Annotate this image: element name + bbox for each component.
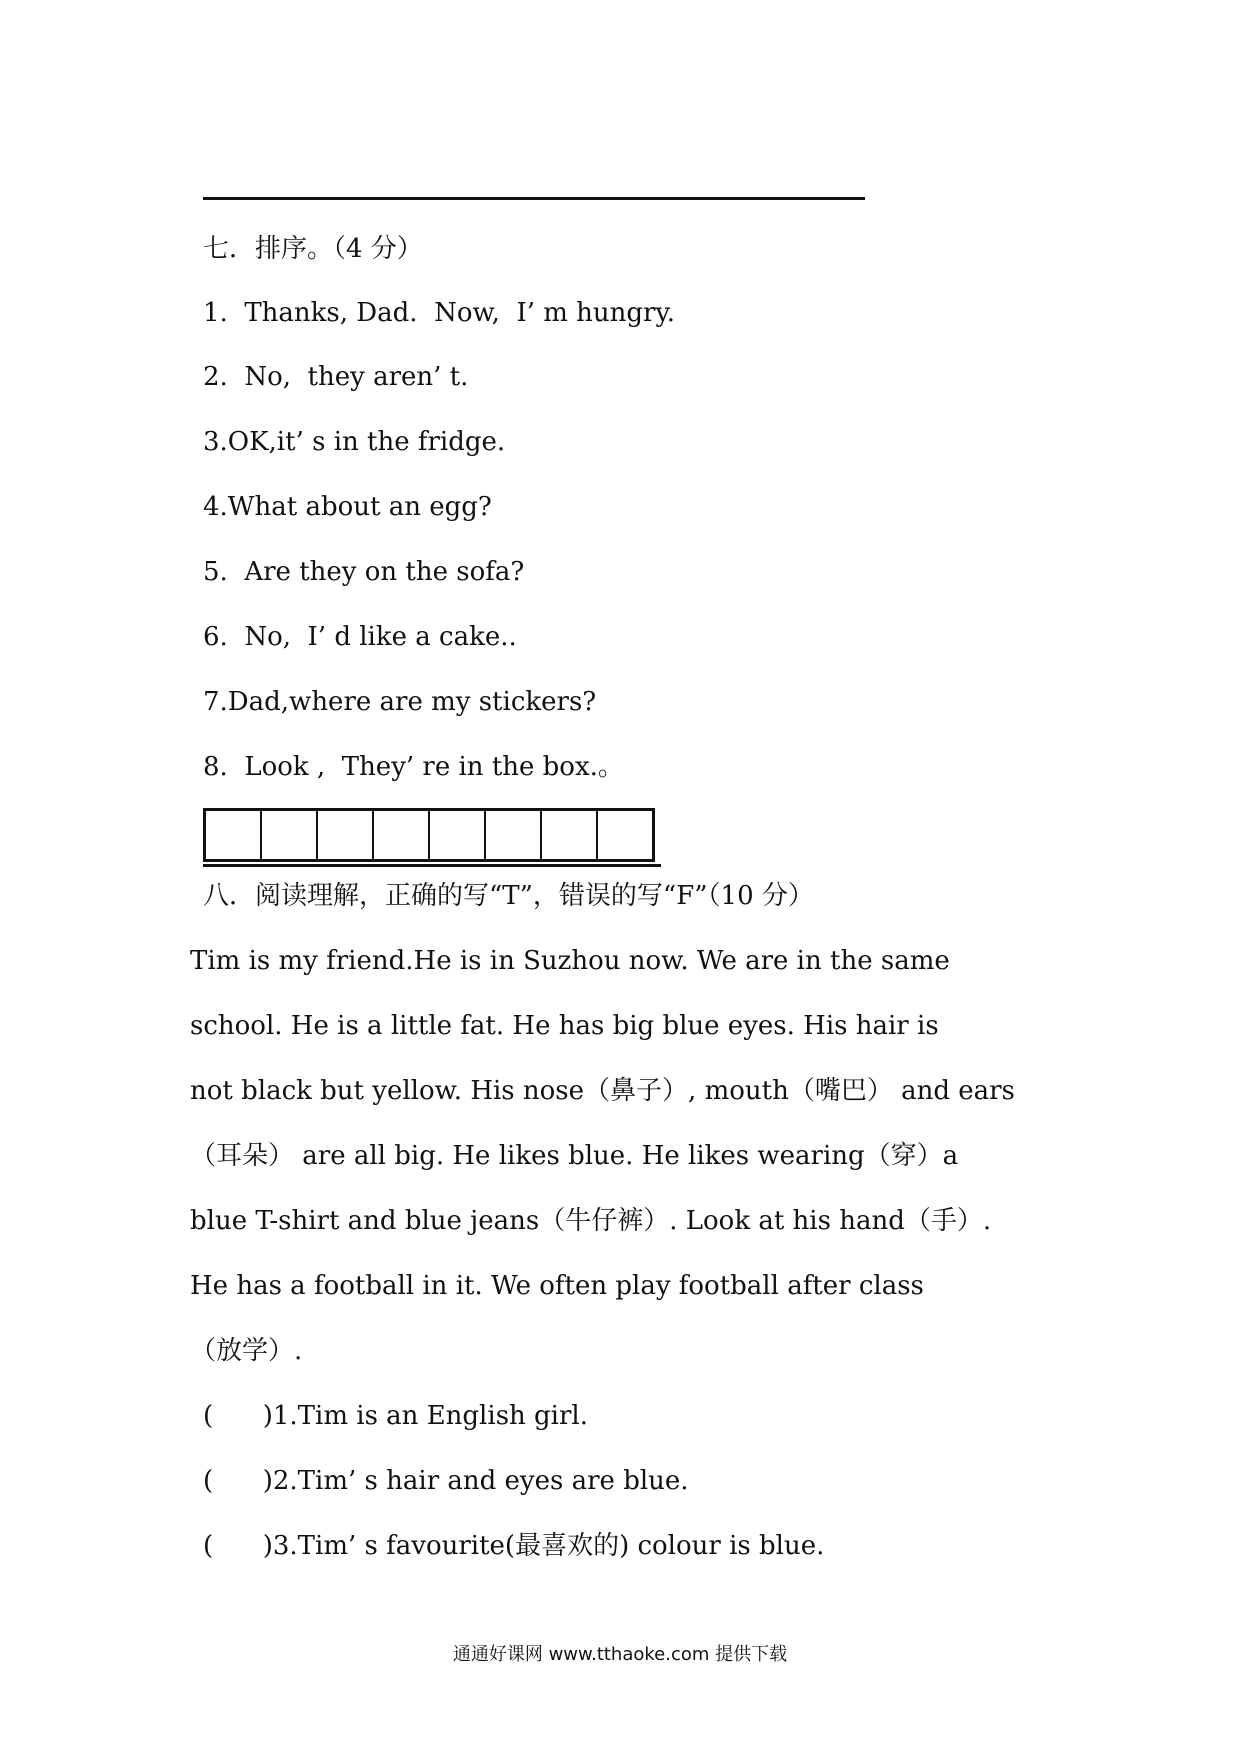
question-1: ( )1.Tim is an English girl. (203, 1401, 589, 1431)
passage-line: not black but yellow. His nose（鼻子）, mouth（嘴巴） and ears (190, 1076, 1015, 1106)
answer-box[interactable] (206, 811, 260, 859)
top-rule (203, 197, 865, 200)
answer-box[interactable] (484, 811, 540, 859)
answer-box[interactable] (596, 811, 652, 859)
sort-item-4: 4.What about an egg? (203, 492, 492, 522)
answer-box[interactable] (540, 811, 596, 859)
passage-line: Tim is my friend.He is in Suzhou now. We are in the same (190, 946, 950, 976)
answer-box[interactable] (428, 811, 484, 859)
sort-item-3: 3.OK,it’ s in the fridge. (203, 427, 506, 457)
sort-item-1: 1. Thanks, Dad. Now, I’ m hungry. (203, 298, 675, 328)
sort-item-7: 7.Dad,where are my stickers? (203, 687, 597, 717)
passage-line: school. He is a little fat. He has big blue eyes. His hair is (190, 1011, 939, 1041)
sort-item-6: 6. No, I’ d like a cake.. (203, 622, 517, 652)
answer-box[interactable] (260, 811, 316, 859)
passage-line: （耳朵） are all big. He likes blue. He likes wearing（穿）a (190, 1141, 959, 1171)
sort-item-5: 5. Are they on the sofa? (203, 557, 525, 587)
passage-line: He has a football in it. We often play football after class (190, 1271, 924, 1301)
footer-credit: 通通好课网 www.tthaoke.com 提供下载 (452, 1644, 788, 1665)
passage-line: blue T-shirt and blue jeans（牛仔裤）. Look at his hand（手）. (190, 1206, 992, 1236)
answer-box[interactable] (372, 811, 428, 859)
section8-title: 八．阅读理解，正确的写“T”，错误的写“F”（10 分） (203, 881, 814, 911)
sort-item-8: 8. Look , They’ re in the box.。 (203, 752, 624, 782)
section7-title: 七．排序。（4 分） (203, 234, 423, 264)
sort-item-2: 2. No, they aren’ t. (203, 362, 469, 392)
question-2: ( )2.Tim’ s hair and eyes are blue. (203, 1466, 689, 1496)
question-3: ( )3.Tim’ s favourite(最喜欢的) colour is blue. (203, 1531, 825, 1561)
passage-line: （放学）. (190, 1336, 303, 1366)
answer-box[interactable] (316, 811, 372, 859)
answer-box-grid (203, 808, 655, 862)
grid-underline (203, 864, 661, 867)
